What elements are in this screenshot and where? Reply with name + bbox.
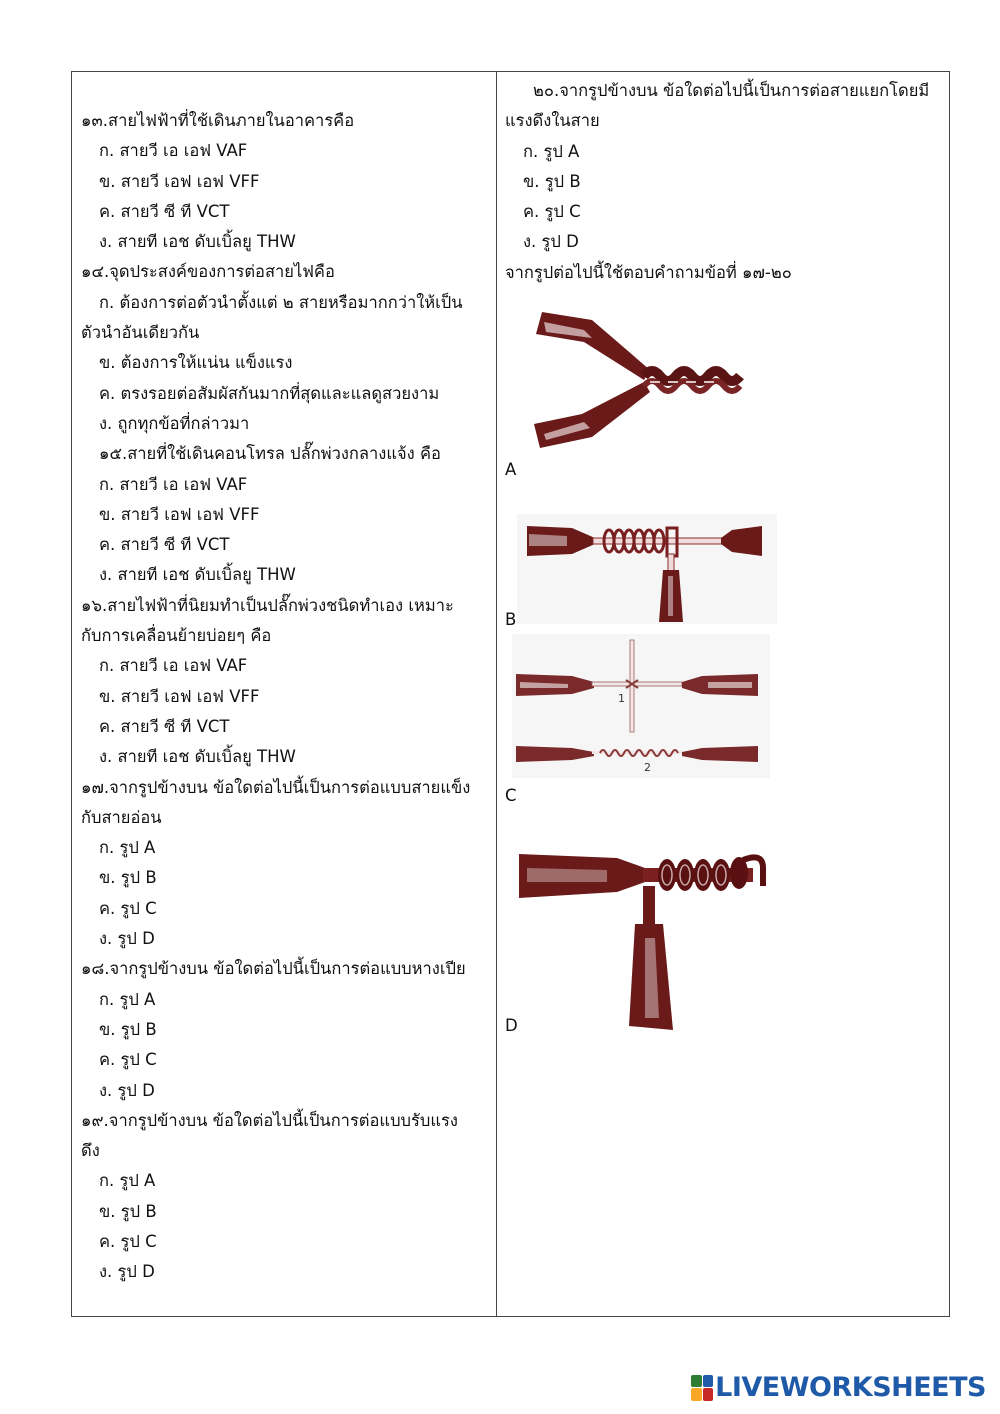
question-text-line: ดึง <box>81 1141 100 1161</box>
left-column-questions <box>81 106 491 1288</box>
question-text-line: ค. ตรงรอยต่อสัมผัสกันมากที่สุดและแลดูสวยงาม <box>99 383 440 403</box>
figure-a-pigtail-splice <box>532 302 752 452</box>
question-text-line: ง. รูป D <box>523 232 579 252</box>
question-text-line: ง. สายที เอช ดับเบิ้ลยู THW <box>99 565 296 585</box>
question-text-line: ง. สายที เอช ดับเบิ้ลยู THW <box>99 232 296 252</box>
question-text-line: ข. ต้องการให้แน่น แข็งแรง <box>99 353 293 373</box>
figure-b-label: B <box>505 610 517 629</box>
question-text-line: ตัวนำอันเดียวกัน <box>81 323 200 343</box>
question-text-line: แรงดึงในสาย <box>505 111 600 131</box>
figure-d-tap-splice-heavy <box>517 842 767 1032</box>
logo-tile <box>691 1388 702 1401</box>
question-text-line: ค. รูป C <box>99 1050 157 1070</box>
question-text-line: ๑๙.จากรูปข้างบน ข้อใดต่อไปนี้เป็นการต่อแบบรับแรง <box>81 1110 458 1130</box>
question-text-line: ก. รูป A <box>523 141 580 161</box>
question-text-line: ๑๕.สายที่ใช้เดินคอนโทรล ปลั๊กพ่วงกลางแจ้ง คือ <box>99 444 441 464</box>
question-text-line: กับการเคลื่อนย้ายบ่อยๆ คือ <box>81 626 272 646</box>
figure-a-label: A <box>505 460 517 479</box>
column-divider <box>496 72 497 1316</box>
figure-c-label: C <box>505 786 517 805</box>
logo-tile <box>703 1388 714 1401</box>
question-text-line: ค. สายวี ซี ที VCT <box>99 201 230 221</box>
liveworksheets-logo-icon <box>691 1375 713 1401</box>
question-text-line: ค. สายวี ซี ที VCT <box>99 716 230 736</box>
question-text-line: ก. สายวี เอ เอฟ VAF <box>99 474 248 494</box>
question-text-line: ก. สายวี เอ เอฟ VAF <box>99 656 248 676</box>
liveworksheets-brand[interactable] <box>691 1372 986 1403</box>
question-text-line: ง. รูป D <box>99 1080 155 1100</box>
question-text-line: ง. รูป D <box>99 929 155 949</box>
question-text-line: ข. สายวี เอฟ เอฟ VFF <box>99 504 260 524</box>
question-text-line: ข. รูป B <box>99 868 157 888</box>
figure-c-western-union-splice <box>512 634 770 778</box>
figure-b-tap-splice <box>517 514 777 624</box>
question-text-line: ก. รูป A <box>99 838 156 858</box>
question-text-line: ง. ถูกทุกข้อที่กล่าวมา <box>99 413 250 433</box>
question-text-line: ค. รูป C <box>99 898 157 918</box>
question-text-line: ก. รูป A <box>99 989 156 1009</box>
question-text-line: ข. รูป B <box>99 1201 157 1221</box>
figure-c-step-2: 2 <box>644 761 651 774</box>
question-text-line: ข. สายวี เอฟ เอฟ VFF <box>99 686 260 706</box>
question-text-line: ๑๗.จากรูปข้างบน ข้อใดต่อไปนี้เป็นการต่อแบบสายแข็ง <box>81 777 471 797</box>
question-text-line: ก. รูป A <box>99 1171 156 1191</box>
question-text-line: ค. รูป C <box>523 202 581 222</box>
question-text-line: ง. สายที เอช ดับเบิ้ลยู THW <box>99 747 296 767</box>
question-text-line: ง. รูป D <box>99 1262 155 1282</box>
question-text-line: จากรูปต่อไปนี้ใช้ตอบคำถามข้อที่ ๑๗-๒๐ <box>505 262 792 282</box>
worksheet-table <box>71 71 950 1317</box>
right-column-questions <box>505 76 945 288</box>
question-text-line: ข. รูป B <box>99 1019 157 1039</box>
question-text-line: ค. สายวี ซี ที VCT <box>99 535 230 555</box>
question-text-line: ๑๓.สายไฟฟ้าที่ใช้เดินภายในอาคารคือ <box>81 111 355 130</box>
question-text-line: ค. รูป C <box>99 1231 157 1251</box>
logo-tile <box>703 1375 714 1388</box>
logo-tile <box>691 1375 702 1388</box>
brand-name: LIVEWORKSHEETS <box>715 1372 986 1403</box>
question-text-line: ๒๐.จากรูปข้างบน ข้อใดต่อไปนี้เป็นการต่อสายแยกโดยมี <box>533 81 930 100</box>
question-text-line: ๑๘.จากรูปข้างบน ข้อใดต่อไปนี้เป็นการต่อแบบหางเปีย <box>81 959 466 979</box>
figure-d-label: D <box>505 1016 518 1035</box>
question-text-line: กับสายอ่อน <box>81 807 162 827</box>
question-text-line: ก. ต้องการต่อตัวนำตั้งแต่ ๒ สายหรือมากกว่าให้เป็น <box>99 292 463 312</box>
question-text-line: ๑๖.สายไฟฟ้าที่นิยมทำเป็นปลั๊กพ่วงชนิดทำเอง เหมาะ <box>81 595 454 615</box>
question-text-line: ข. สายวี เอฟ เอฟ VFF <box>99 171 260 191</box>
question-text-line: ข. รูป B <box>523 171 581 191</box>
figure-c-step-1: 1 <box>618 692 625 705</box>
question-text-line: ๑๔.จุดประสงค์ของการต่อสายไฟคือ <box>81 262 335 282</box>
question-text-line: ก. สายวี เอ เอฟ VAF <box>99 141 248 161</box>
